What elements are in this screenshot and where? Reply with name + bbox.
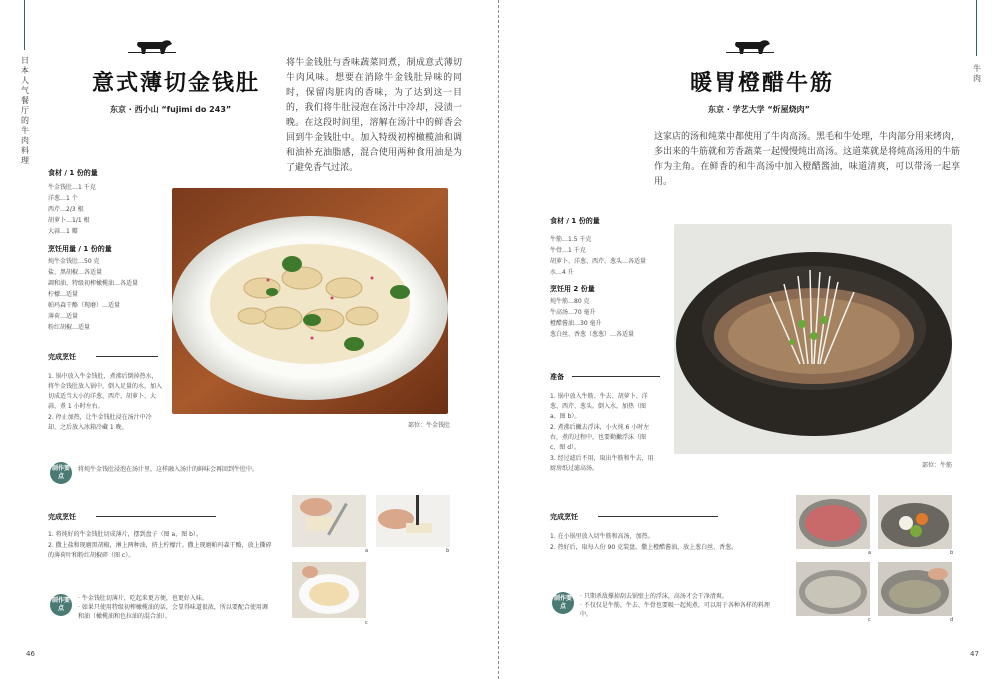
step-photo-b <box>878 495 952 549</box>
side-category-text: 牛肉 <box>973 64 981 83</box>
tip-item: · 不仅仅是牛筋，牛去、牛骨也要吸一起炖煮，可以用于各种各样的料理中。 <box>580 602 770 618</box>
step-photo-a <box>796 495 870 549</box>
step-item: 2. 停止加热，让牛金钱肚浸在汤汁中冷却，之后放入冰箱冷藏 1 晚。 <box>48 414 152 431</box>
seasoning-item: 葱白丝、香葱（葱葱）…各适量 <box>550 331 635 338</box>
step-photo-d <box>878 562 952 616</box>
seasoning-item: 帕玛森干酪（现磨）…适量 <box>48 302 121 309</box>
right-page <box>502 0 1000 679</box>
section-rule <box>572 376 660 377</box>
section-rule <box>96 516 216 517</box>
ingredient-item: 牛骨…1 千克 <box>550 247 586 254</box>
seasoning-item: 牛高汤…70 毫升 <box>550 309 596 316</box>
finish-steps <box>48 530 274 562</box>
photo-label: c <box>868 617 871 623</box>
page-number: 46 <box>26 650 35 658</box>
photo-caption: 部位：牛金钱肚 <box>408 422 451 429</box>
seasoning-item: 炖牛筋…80 克 <box>550 298 590 305</box>
finish-heading: 完成烹饪 <box>48 513 76 521</box>
tip-text: 将炖牛金钱肚浸泡在汤汁里，这样融入汤汁的鲜味会再回到牛肚中。 <box>78 466 259 473</box>
restaurant-name: 东京 · 西小山 “fujimi do 243” <box>110 105 232 114</box>
seasoning-list <box>550 296 634 340</box>
seasoning-item: 炖牛金钱肚…50 克 <box>48 258 100 265</box>
tip-badge: 制作要点 <box>50 594 72 616</box>
step-item: 3. 经过滤后不用，取出牛筋和牛去，用厨房纸过滤高汤。 <box>550 455 654 472</box>
tip-list <box>580 592 770 619</box>
ingredients-heading: 食材 / 1 份的量 <box>48 169 98 177</box>
step-photo-b <box>376 495 450 547</box>
ingredient-item: 洋葱…1 个 <box>48 195 78 202</box>
step-item: 1. 锅中放入牛筋、牛去、胡萝卜、洋葱、西芹、葱头。倒入水，加热（图 a、图 b）。 <box>550 393 648 420</box>
seasoning-list <box>48 256 138 333</box>
side-rule <box>976 0 977 56</box>
seasoning-item: 柠檬…适量 <box>48 291 79 298</box>
step-photo-a <box>292 495 366 547</box>
step-item: 1. 锅中放入牛金钱肚，煮沸后倒掉热水，将牛金钱肚放入锅中，倒入足量的水，加入切成适当大小的洋葱、西芹、胡萝卜、大蒜，煮 1 小时左右。 <box>48 373 163 410</box>
photo-label: b <box>950 550 954 556</box>
cow-icon <box>132 36 176 58</box>
step-item: 2. 撒上盐和现磨黑胡椒，淋上两种油，挤上柠檬汁。撒上现磨帕玛森干酪，放上撕碎的薄荷叶和粉红胡椒碎（图 c）。 <box>48 542 272 559</box>
photo-label: b <box>446 548 450 554</box>
ingredient-item: 西芹…2/3 根 <box>48 206 84 213</box>
seasoning-item: 橙醋酱油…30 毫升 <box>550 320 602 327</box>
step-photo-c <box>292 562 366 618</box>
title-rule <box>726 52 774 53</box>
seasoning-item: 薄荷…适量 <box>48 313 79 320</box>
recipe-title: 意式薄切金钱肚 <box>92 70 261 96</box>
prep-heading: 准备 <box>550 373 564 381</box>
recipe-title: 暖胃橙醋牛筋 <box>690 70 835 96</box>
ingredient-item: 胡萝卜…1/1 根 <box>48 217 90 224</box>
finish-heading: 完成烹饪 <box>550 513 578 521</box>
tip-item: · 牛金钱肚切薄片，吃起来更方便，也更好入味。 <box>78 595 208 602</box>
seasoning-item: 盐、黑胡椒…各适量 <box>48 269 103 276</box>
ingredient-item: 牛筋…1.5 千克 <box>550 236 592 243</box>
step-item: 2. 煮沸后撇去浮沫，小火炖 6 小时左右，煮的过程中，也要勤撇浮沫（图 c、图 d）。 <box>550 424 650 451</box>
ingredient-item: 大蒜…1 瓣 <box>48 228 78 235</box>
tip-item: · 只期杀敌撑掉刮去锅壁上的浮沫，高汤才会干净清爽。 <box>580 593 728 600</box>
seasoning-heading: 烹饪用 2 份量 <box>550 285 595 293</box>
section-rule <box>96 356 158 357</box>
prep-heading: 完成烹饪 <box>48 353 76 361</box>
finish-steps <box>550 532 776 554</box>
dish-photo-tripe <box>172 188 448 414</box>
restaurant-name: 东京 · 学艺大学 “炘屋烧肉” <box>708 105 810 114</box>
prep-steps <box>48 372 162 434</box>
step-item: 1. 将炖好的牛金钱肚切成薄片，摆到盘子（图 a、图 b）。 <box>48 531 202 538</box>
recipe-intro: 这家店的汤和炖菜中都使用了牛肉高汤。黑毛和牛处理，牛肉部分用来烤肉，多出来的牛筋就和芳香蔬菜一起慢慢炖出高汤。这道菜就是将炖高汤用的牛筋作为主角。在鲜香的和牛高汤中加入橙醋酱油，味道清爽，可以带汤一起享用。 <box>654 132 961 187</box>
photo-label: d <box>950 617 954 623</box>
step-item: 2. 热好后，取每人份 90 克装盘。撒上橙醋酱油，放上葱白丝、香葱。 <box>550 544 738 551</box>
recipe-intro: 将牛金钱肚与香味蔬菜同煮，制成意式薄切牛肉风味。想要在消除牛金钱肚异味的同时，保留肉脏肉的香味，为了达到这一目的，我们将牛肚浸泡在汤汁中冷却，浸渍一晚。在这段时间里，溶解在汤汁中的鲜香会回到牛金钱肚中。加入特级初榨橄榄油和调和油补充油脂感，混合使用两种食用油是为了避免香气过浓。 <box>286 58 462 173</box>
seasoning-heading: 烹饪用量 / 1 份的量 <box>48 245 112 253</box>
tip-badge: 制作要点 <box>50 462 72 484</box>
photo-label: c <box>365 620 368 626</box>
tip-badge: 制作要点 <box>552 592 574 614</box>
photo-label: a <box>365 548 369 554</box>
ingredient-item: 水…4 升 <box>550 269 574 276</box>
ingredients-list <box>550 234 646 278</box>
dish-photo-tendon <box>674 224 952 454</box>
side-category-text: 日本人气餐厅的牛肉料理 <box>21 56 29 165</box>
section-rule <box>598 516 718 517</box>
cow-icon <box>730 36 774 58</box>
step-item: 1. 在小锅里放入切牛筋和高汤，加热。 <box>550 533 654 540</box>
tip-item: · 如果只使用特级初榨橄榄油的话，会显得味道很浓，所以要配合使用调和油（橄榄油和色拉油的混合油）。 <box>78 604 268 620</box>
photo-label: a <box>868 550 872 556</box>
photo-caption: 部位：牛筋 <box>922 462 953 469</box>
ingredients-heading: 食材 / 1 份的量 <box>550 217 600 225</box>
side-rule <box>24 0 25 50</box>
step-photo-c <box>796 562 870 616</box>
ingredient-item: 胡萝卜、洋葱、西芹、葱头…各适量 <box>550 258 647 265</box>
seasoning-item: 調和油、特级初榨橄榄油…各适量 <box>48 280 139 287</box>
title-rule <box>128 52 176 53</box>
ingredients-list <box>48 182 96 237</box>
left-page <box>0 0 498 679</box>
prep-steps <box>550 392 656 475</box>
page-number: 47 <box>970 650 979 658</box>
tip-list <box>78 594 268 621</box>
ingredient-item: 牛金钱肚…1 千克 <box>48 184 96 191</box>
seasoning-item: 粉红胡椒…适量 <box>48 324 91 331</box>
